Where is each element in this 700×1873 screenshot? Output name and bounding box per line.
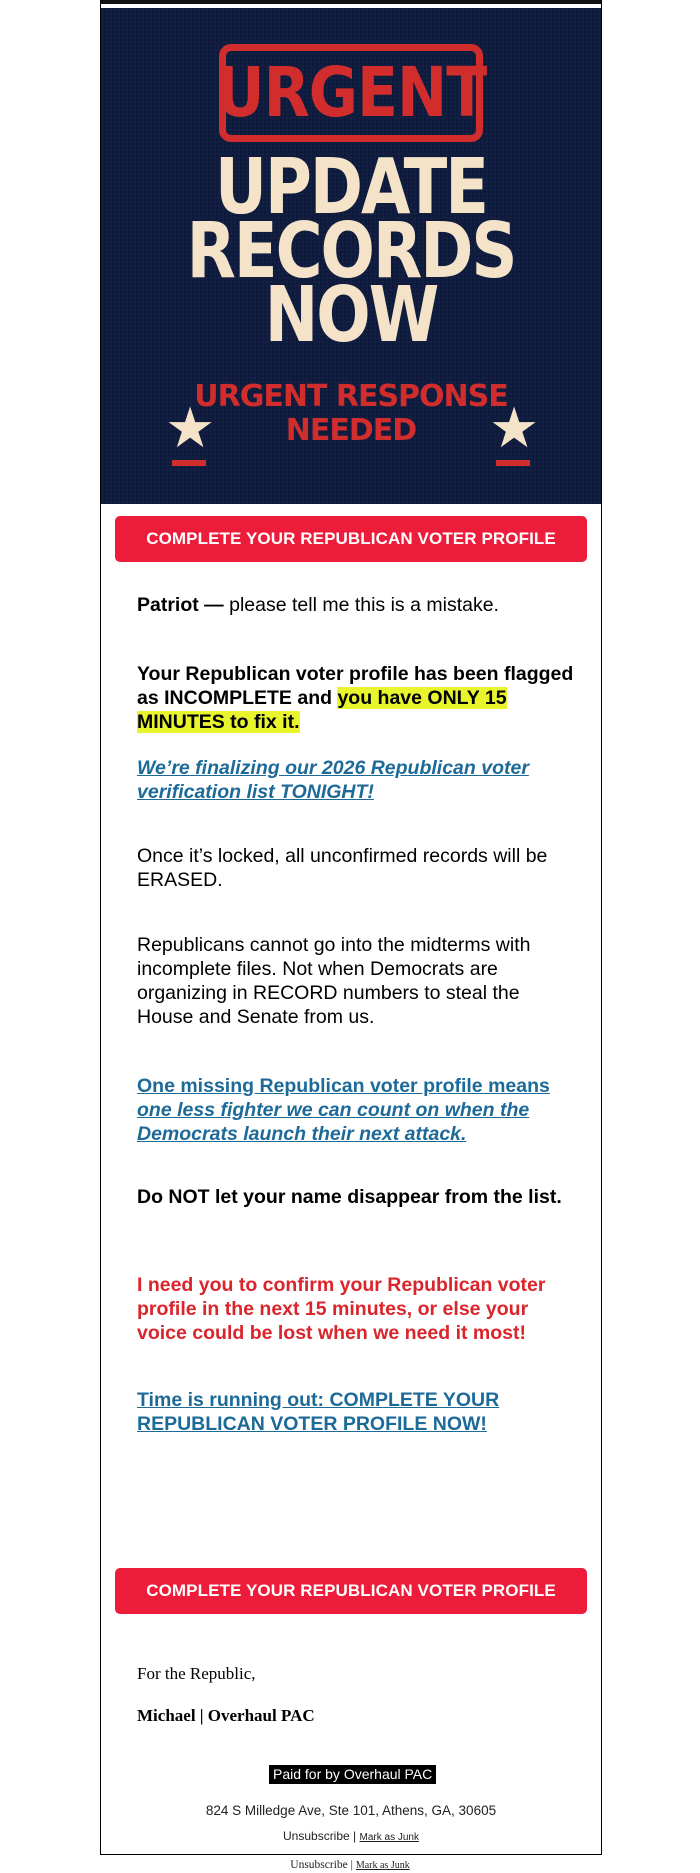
paragraph-disappear: Do NOT let your name disappear from the list. — [137, 1186, 562, 1208]
incomplete-text: Your Republican voter profile has been flagged as INCOMPLETE and — [137, 663, 574, 709]
paragraph-missing-profile — [137, 1074, 577, 1146]
paid-for-disclaimer: Paid for by Overhaul PAC — [269, 1765, 436, 1784]
missing-profile-link-part1: One missing Republican voter profile means — [137, 1075, 550, 1097]
hero-banner[interactable] — [101, 8, 601, 504]
star-icon: ★ — [165, 396, 216, 459]
email-container — [100, 0, 602, 1855]
highlighted-deadline: you have ONLY 15 MINUTES to fix it. — [137, 687, 507, 733]
outer-mark-as-junk-link[interactable]: Mark as Junk — [355, 1860, 410, 1871]
hero-headline-line2: RECORDS — [186, 207, 516, 297]
paragraph-incomplete — [137, 662, 577, 734]
footer-links — [101, 1829, 601, 1843]
footer-address: 824 S Milledge Ave, Ste 101, Athens, GA, 30605 — [205, 1803, 497, 1818]
paragraph-time-running-out — [137, 1388, 577, 1436]
paragraph-midterms: Republicans cannot go into the midterms with incomplete files. Not when Democrats are organizing in RECORD numbers to steal the House and Senate from us. — [137, 934, 531, 1028]
hero-headline — [101, 143, 601, 361]
hero-headline-line3: NOW — [264, 271, 438, 361]
paragraph-erased: Once it’s locked, all unconfirmed records will be ERASED. — [137, 845, 548, 891]
missing-profile-link[interactable] — [137, 1075, 550, 1145]
hero-sub-line2: NEEDED — [285, 413, 417, 448]
signature-name: Michael | Overhaul PAC — [137, 1706, 315, 1725]
outer-footer-links — [0, 1859, 700, 1871]
star-icon: ★ — [489, 396, 540, 459]
time-running-out-link[interactable]: Time is running out: COMPLETE YOUR REPUBLICAN VOTER PROFILE NOW! — [137, 1389, 500, 1435]
paragraph-confirm: I need you to confirm your Republican voter profile in the next 15 minutes, or else your voice could be lost when we need it most! — [137, 1274, 546, 1344]
star-underline — [172, 460, 206, 466]
hero-sub-line1: URGENT RESPONSE — [194, 379, 508, 414]
star-underline — [496, 460, 530, 466]
top-divider — [101, 0, 601, 4]
outer-footer-separator: | — [350, 1859, 353, 1871]
paragraph-greeting — [137, 593, 577, 617]
greeting-bold: Patriot — — [137, 594, 224, 616]
complete-profile-button-top[interactable]: COMPLETE YOUR REPUBLICAN VOTER PROFILE — [115, 516, 587, 562]
complete-profile-button-bottom[interactable]: COMPLETE YOUR REPUBLICAN VOTER PROFILE — [115, 1568, 587, 1614]
missing-profile-link-part2: one less fighter we can count on when the Democrats launch their next attack. — [137, 1099, 530, 1145]
greeting-rest: please tell me this is a mistake. — [223, 594, 499, 616]
signature-closing: For the Republic, — [137, 1664, 256, 1683]
unsubscribe-link[interactable]: Unsubscribe — [283, 1829, 350, 1843]
urgent-badge — [215, 44, 487, 142]
mark-as-junk-link[interactable]: Mark as Junk — [359, 1832, 419, 1843]
hero-headline-line1: UPDATE — [215, 143, 487, 233]
footer-separator: | — [353, 1829, 357, 1843]
finalizing-link[interactable]: We’re finalizing our 2026 Republican voter verification list TONIGHT! — [137, 757, 529, 803]
paragraph-finalizing — [137, 756, 577, 804]
urgent-badge-label: URGENT — [215, 52, 487, 134]
outer-unsubscribe-link[interactable]: Unsubscribe — [290, 1859, 348, 1871]
